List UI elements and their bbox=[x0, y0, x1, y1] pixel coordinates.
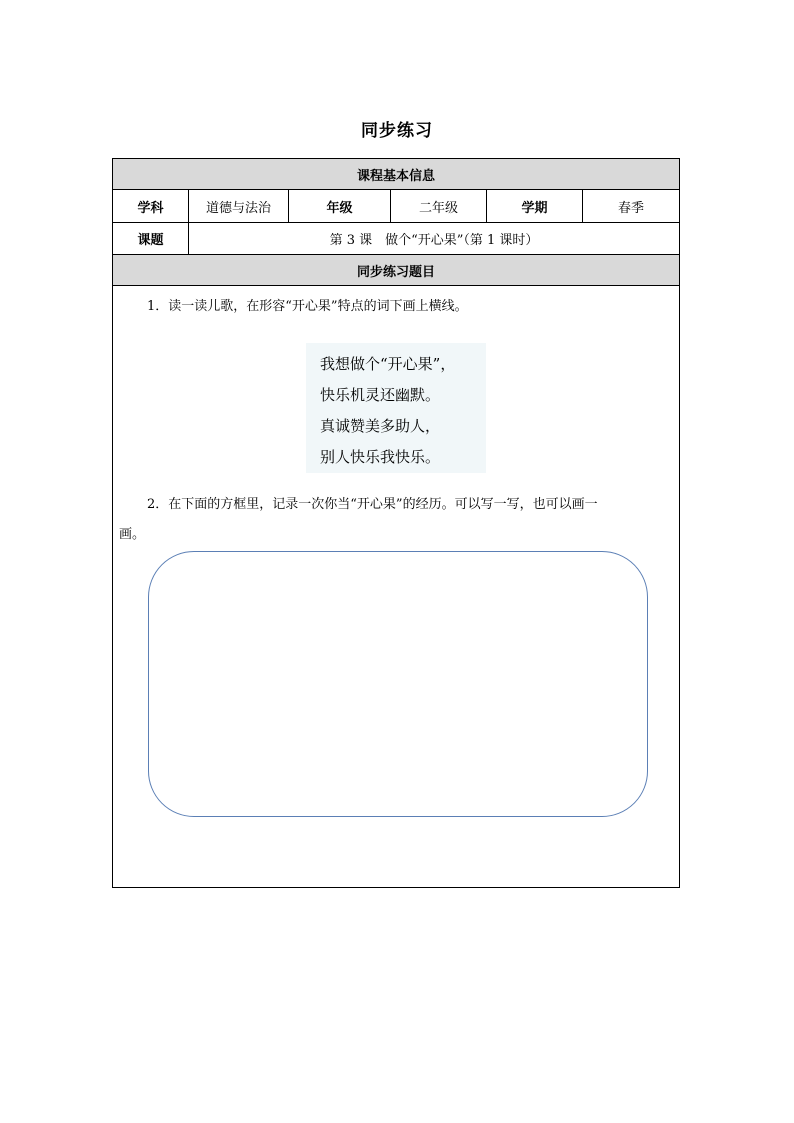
question-2: 2．在下面的方框里，记录一次你当“开心果”的经历。可以写一写，也可以画一 bbox=[147, 497, 598, 512]
topic-label: 课题 bbox=[113, 223, 189, 254]
poem-line: 我想做个“开心果”， bbox=[320, 355, 456, 373]
course-info-header: 课程基本信息 bbox=[356, 168, 435, 184]
poem-box bbox=[306, 343, 486, 473]
poem-line: 别人快乐我快乐。 bbox=[320, 448, 441, 466]
exercise-table bbox=[112, 158, 680, 888]
exercise-header-row bbox=[113, 255, 679, 286]
term-value: 春季 bbox=[617, 200, 644, 216]
course-info-header-row bbox=[113, 159, 679, 190]
topic-value: 第 3 课 做个“开心果”（第 1 课时） bbox=[329, 233, 539, 248]
exercise-header: 同步练习题目 bbox=[356, 264, 435, 280]
grade-label: 年级 bbox=[289, 190, 391, 222]
question-2-continued: 画。 bbox=[119, 527, 146, 542]
page-title: 同步练习 bbox=[361, 121, 433, 141]
topic-row bbox=[113, 223, 679, 255]
term-label: 学期 bbox=[487, 190, 583, 222]
question-1: 1．读一读儿歌，在形容“开心果”特点的词下画上横线。 bbox=[147, 299, 468, 314]
subject-value: 道德与法治 bbox=[189, 190, 289, 222]
subject-label: 学科 bbox=[113, 190, 189, 222]
course-info-row bbox=[113, 190, 679, 223]
poem-line: 快乐机灵还幽默。 bbox=[320, 386, 441, 404]
grade-value: 二年级 bbox=[391, 190, 487, 222]
answer-drawing-box[interactable] bbox=[148, 551, 648, 817]
poem-line: 真诚赞美多助人， bbox=[320, 417, 441, 435]
